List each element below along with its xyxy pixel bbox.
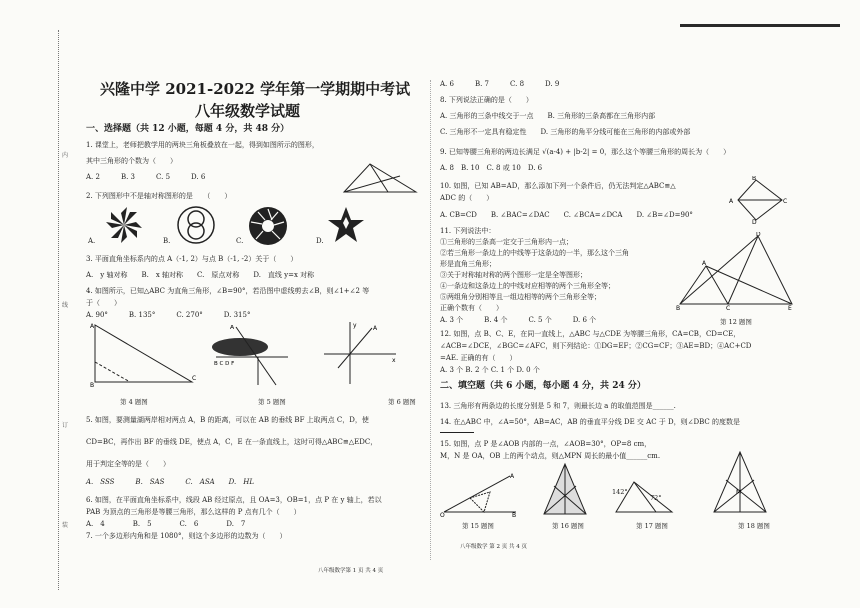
- svg-text:C: C: [783, 198, 788, 205]
- binding-label: 内: [62, 152, 69, 159]
- svg-text:A: A: [702, 260, 707, 267]
- fig5-lake: [210, 325, 290, 387]
- fig18-triangle: [710, 450, 770, 518]
- question-14: 14. 在△ABC 中，∠A=50°，AB=AC，AB 的垂直平分线 DE 交 AC 于 D，则∠DBC 的度数是: [440, 418, 740, 426]
- question-11: 11. 下列说法中：: [440, 227, 496, 235]
- question-7: 7. 一个多边形内角和是 1080°，则这个多边形的边数为（ ）: [86, 532, 287, 540]
- question-11-options: A. 3 个 B. 4 个 C. 5 个 D. 6 个: [440, 316, 597, 324]
- svg-text:C: C: [726, 305, 731, 310]
- fig4-caption: 第 4 题图: [120, 398, 148, 406]
- svg-text:A: A: [230, 325, 235, 331]
- question-9-options: A. 8 B. 10 C. 8 或 10 D. 6: [440, 164, 543, 172]
- question-8: 8. 下列说法正确的是（ ）: [440, 96, 533, 104]
- question-4-options: A. 90° B. 135° C. 270° D. 315°: [86, 311, 251, 319]
- svg-text:B: B: [90, 382, 95, 388]
- angle-label: 72°: [650, 494, 662, 502]
- question-11-line: 正确个数有（ ）: [440, 304, 503, 312]
- question-3: 3. 平面直角坐标系内的点 A（-1, 2）与点 B（-1, -2）关于（ ）: [86, 255, 298, 263]
- question-8-ab: A. 三角形的三条中线交于一点 B. 三角形的三条高都在三角形内部: [440, 112, 656, 120]
- svg-text:E: E: [788, 305, 792, 310]
- question-6: 6. 如图，在平面直角坐标系中，线段 AB 经过原点，且 OA=3，OB=1，点 P 在 y 轴上，若以: [86, 496, 382, 504]
- question-12-cont2: =AE. 正确的有（ ）: [440, 354, 517, 362]
- question-8-cd: C. 三角形不一定具有稳定性 D. 三角形的角平分线可能在三角形的内部或外部: [440, 128, 691, 136]
- fig5-caption: 第 5 题图: [258, 398, 286, 406]
- question-10: 10. 如图，已知 AB=AD，那么添加下列一个条件后，仍无法判定△ABC≌△: [440, 182, 676, 190]
- question-1-cont: 其中三角形的个数为（ ）: [86, 157, 177, 165]
- svg-text:B: B: [752, 176, 757, 182]
- option-a-label: A.: [88, 237, 96, 245]
- binding-label: 线: [62, 302, 69, 309]
- page-footer: 八年级数学 第 2 页 共 4 页: [460, 544, 527, 550]
- question-11-line: 形是直角三角形；: [440, 260, 496, 268]
- option-b-label: B.: [163, 237, 171, 245]
- fig16-triangle: [540, 462, 590, 518]
- question-3-options: A. y 轴对称 B. x 轴对称 C. 原点对称 D. 直线 y=x 对称: [86, 271, 315, 279]
- star-figure: [326, 205, 366, 245]
- option-c-label: C.: [236, 237, 244, 245]
- question-12-options: A. 3 个 B. 2 个 C. 1 个 D. 0 个: [440, 366, 540, 374]
- question-6-cont: PAB 为顶点的三角形是等腰三角形，那么这样的 P 点有几个（ ）: [86, 508, 301, 516]
- question-12-cont: ∠ACB=∠DCE，∠BGC=∠AFC，则下列结论：①DG=EF；②CG=CF；③AE=BD；④AC+CD: [440, 342, 752, 350]
- fig15-caption: 第 15 题图: [462, 522, 494, 530]
- option-d-label: D.: [316, 237, 324, 245]
- question-15-cont: M，N 是 OA，OB 上的两个动点，则△MPN 周长的最小值______cm.: [440, 452, 661, 460]
- page-divider: [430, 80, 431, 560]
- fig12-caption: 第 12 题图: [720, 318, 752, 326]
- svg-text:B C D F: B C D F: [214, 361, 235, 367]
- answer-blank: [440, 432, 474, 433]
- question-4-cont: 于（ ）: [86, 299, 121, 307]
- svg-text:B: B: [676, 305, 681, 310]
- binding-line: [58, 30, 59, 590]
- svg-text:A: A: [90, 323, 95, 330]
- svg-text:B: B: [512, 512, 517, 518]
- question-11-line: ④一条边和这条边上的中线对应相等的两个三角形全等；: [440, 282, 615, 290]
- question-2: 2. 下列图形中不是轴对称图形的是 （ ）: [86, 192, 232, 200]
- fig1-triangles: [340, 160, 420, 196]
- binding-label: 装: [62, 522, 69, 529]
- svg-text:D: D: [752, 219, 757, 224]
- fig10-kite: [728, 176, 788, 224]
- question-11-line: ②若三角形一条边上的中线等于这条边的一半，那么这个三角: [440, 249, 629, 257]
- page-footer: 八年级数学第 1 页 共 4 页: [318, 568, 384, 574]
- question-9: 9. 已知等腰三角形的两边长满足 √(a-4) + |b-2| = 0，那么这个等腰三角形的周长为（ ）: [440, 148, 731, 156]
- question-6-options: A. 4 B. 5 C. 6 D. 7: [86, 520, 246, 528]
- svg-text:M: M: [736, 489, 742, 496]
- svg-text:D: D: [756, 232, 761, 238]
- svg-text:O: O: [440, 512, 445, 518]
- question-11-line: ①三角形的三条高一定交于三角形内一点；: [440, 238, 573, 246]
- question-1-options: A. 2 B. 3 C. 5 D. 6: [86, 173, 206, 181]
- svg-text:A: A: [373, 325, 378, 332]
- svg-text:y: y: [353, 322, 357, 329]
- angle-label: 142°: [612, 488, 628, 496]
- svg-text:A: A: [510, 473, 515, 480]
- binding-label: 订: [62, 422, 69, 429]
- fig4-triangle: [90, 320, 200, 388]
- exam-subtitle: 八年级数学试题: [195, 102, 301, 120]
- section-title: 二、填空题（共 6 小题，每小题 4 分，共 24 分）: [440, 381, 646, 391]
- fig15-angle: [440, 470, 520, 518]
- question-5: 5. 如图，要测量湖两岸相对两点 A，B 的距离，可以在 AB 的垂线 BF 上取两点 C，D，使: [86, 416, 369, 424]
- svg-text:C: C: [192, 375, 197, 382]
- fig16-caption: 第 16 题图: [552, 522, 584, 530]
- exam-title: 兴隆中学 2021-2022 学年第一学期期中考试: [100, 80, 411, 98]
- svg-text:A: A: [729, 198, 734, 205]
- scan-edge: [680, 24, 840, 27]
- svg-text:x: x: [392, 357, 396, 364]
- question-5-cont2: 用于判定全等的是（ ）: [86, 460, 170, 468]
- question-4: 4. 如图所示，已知△ABC 为直角三角形，∠B=90°，若沿图中虚线剪去∠B，则∠1+∠2 等: [86, 287, 370, 295]
- question-10-cont: ADC 的（ ）: [440, 194, 494, 202]
- question-10-options: A. CB=CD B. ∠BAC=∠DAC C. ∠BCA=∠DCA D. ∠B=∠D=90°: [440, 211, 693, 219]
- question-13: 13. 三角形有两条边的长度分别是 5 和 7，则最长边 a 的取值范围是______.: [440, 402, 676, 410]
- question-5-options: A. SSS B. SAS C. ASA D. HL: [86, 478, 255, 486]
- fig17-caption: 第 17 题图: [636, 522, 668, 530]
- fig6-axes: [320, 320, 400, 388]
- section-title: 一、选择题（共 12 小题，每题 4 分，共 48 分）: [86, 124, 290, 134]
- pinwheel-figure: [104, 205, 144, 245]
- question-11-line: ⑤两组角分别相等且一组边相等的两个三角形全等；: [440, 293, 601, 301]
- question-15: 15. 如图，点 P 是∠AOB 内部的一点，∠AOB=30°，OP=8 cm，: [440, 440, 652, 448]
- question-5-cont: CD=BC，再作出 BF 的垂线 DE，使点 A，C，E 在一条直线上，这时可得△ABC≌△EDC，: [86, 438, 378, 446]
- question-11-line: ③关于对称轴对称的两个图形一定是全等图形；: [440, 271, 587, 279]
- fig6-caption: 第 6 题图: [388, 398, 416, 406]
- question-1: 1. 课堂上，老师把教学用的两块三角板叠放在一起，得到如图所示的图形，: [86, 141, 319, 149]
- question-7-options: A. 6 B. 7 C. 8 D. 9: [440, 80, 560, 88]
- question-12: 12. 如图，点 B、C、E，在同一直线上，△ABC 与△CDE 为等腰三角形，CA=CB，CD=CE，: [440, 330, 741, 338]
- spiral-figure: [246, 205, 290, 247]
- fig18-caption: 第 18 题图: [738, 522, 770, 530]
- rings-figure: [176, 205, 216, 245]
- fig12-triangles: [676, 232, 798, 310]
